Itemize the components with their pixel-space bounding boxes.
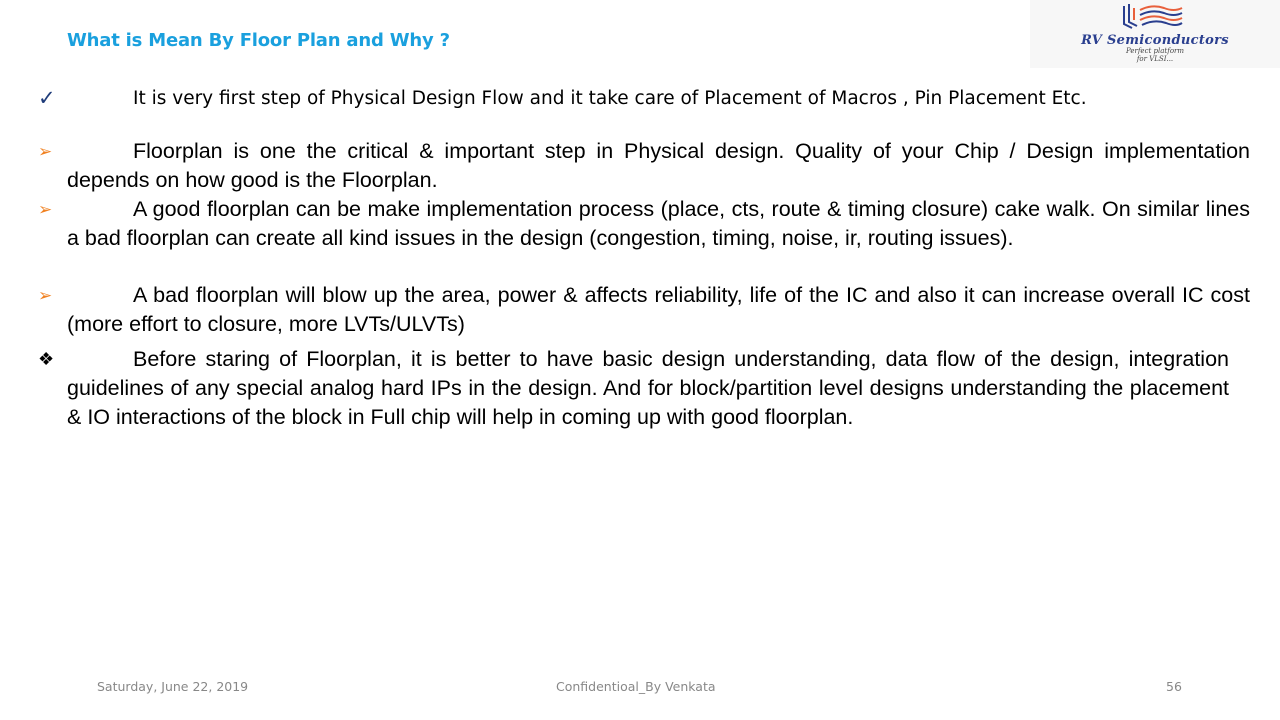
arrow-bullet-icon: ➢ — [38, 200, 53, 219]
logo-tagline-line1: Perfect platform — [1125, 47, 1185, 55]
bullet-text-1-content: It is very first step of Physical Design Flow and it take care of Placement of Macros , Pin Placement Etc. — [133, 88, 1087, 109]
bullet-text-4 — [67, 281, 1250, 339]
logo-tagline — [1092, 47, 1218, 63]
bullet-text-4-content: A bad floorplan will blow up the area, power & affects reliability, life of the IC and also it can increase overall IC cost (more effort to closure, more LVTs/ULVTs) — [67, 283, 1250, 336]
logo-graphic-icon — [1118, 2, 1188, 34]
diamond-bullet-icon: ❖ — [38, 349, 55, 369]
page-number: 56 — [1166, 679, 1182, 694]
bullet-text-5 — [67, 345, 1229, 432]
check-icon: ✓ — [38, 87, 56, 110]
bullet-text-2-content: Floorplan is one the critical & important step in Physical design. Quality of your Chip / Design implementation depends on how good is the Floorplan. — [67, 139, 1250, 192]
bullet-text-1 — [67, 84, 1087, 113]
arrow-bullet-icon: ➢ — [38, 286, 53, 305]
bullet-text-2 — [67, 137, 1250, 195]
logo-tagline-line2: for VLSI... — [1136, 55, 1174, 63]
slide-title: What is Mean By Floor Plan and Why ? — [67, 30, 450, 51]
footer-confidential: Confidentioal_By Venkata — [556, 679, 716, 694]
footer-date: Saturday, June 22, 2019 — [97, 679, 249, 694]
bullet-text-5-content: Before staring of Floorplan, it is better to have basic design understanding, data flow of the design, integration guidelines of any special analog hard IPs in the design. And for block/partition level designs understanding the placement & IO interactions of the block in Full chip will help in coming up with good floorplan. — [67, 347, 1229, 429]
bullet-text-3-content: A good floorplan can be make implementation process (place, cts, route & timing closure) cake walk. On similar lines a bad floorplan can create all kind issues in the design (congestion, timing, noise, ir, routing issues). — [67, 197, 1250, 250]
bullet-text-3 — [67, 195, 1250, 253]
arrow-bullet-icon: ➢ — [38, 142, 53, 161]
company-logo — [1030, 0, 1280, 68]
logo-name: RV Semiconductors — [1081, 33, 1229, 48]
